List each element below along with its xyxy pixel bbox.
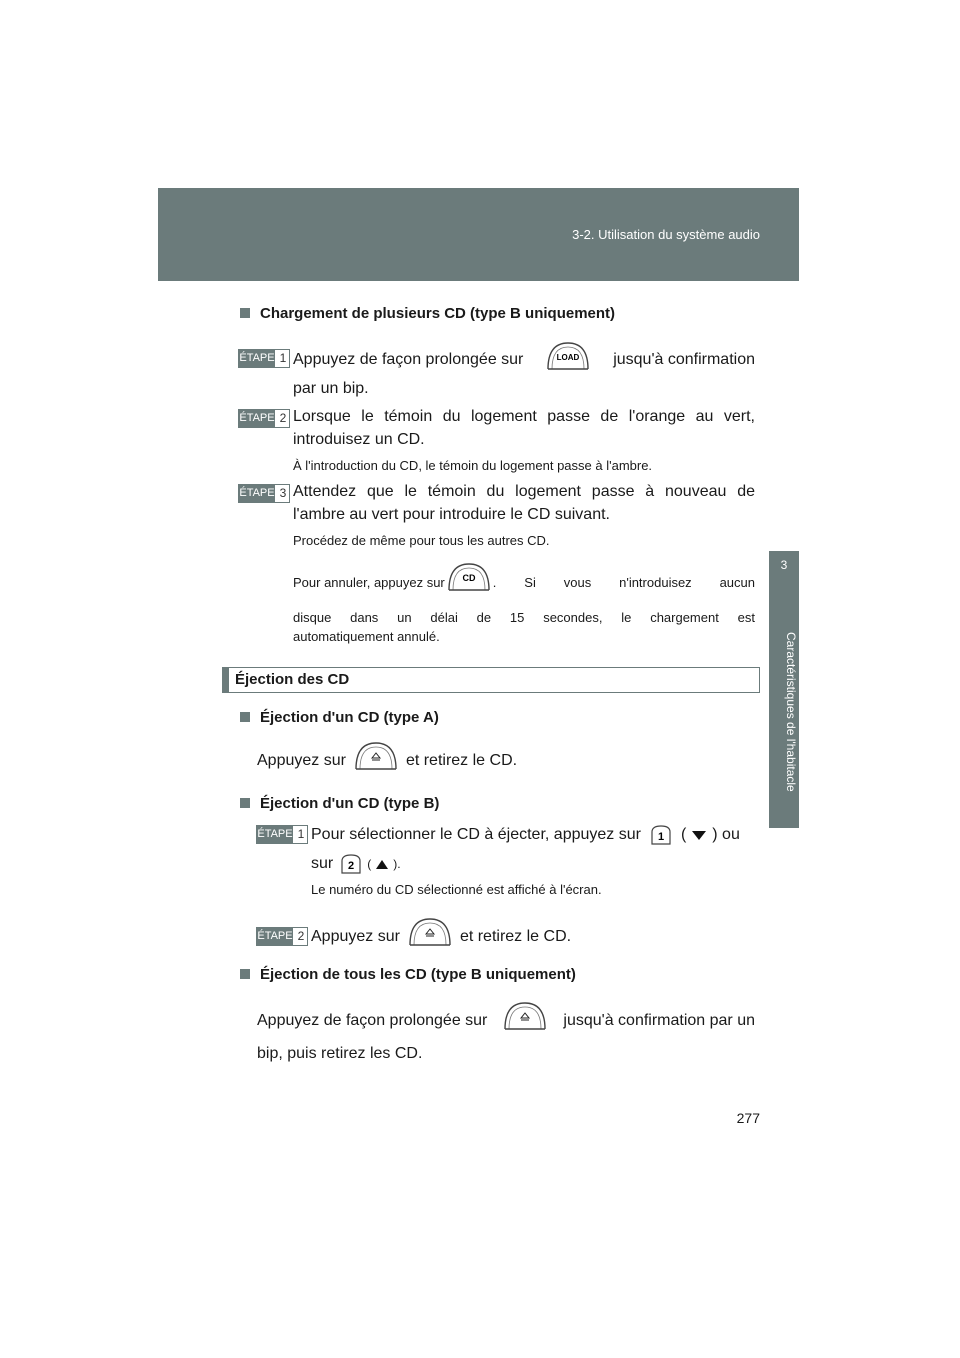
eject-b-step1-note: Le numéro du CD sélectionné est affiché à l'écran.	[311, 882, 602, 897]
step1-line2: par un bip.	[293, 380, 369, 397]
step3-line2: l'ambre au vert pour introduire le CD suivant.	[293, 506, 610, 523]
step3-note1: Procédez de même pour tous les autres CD.	[293, 533, 550, 548]
load-button-icon	[544, 339, 592, 373]
eject-all-text-a: Appuyez de façon prolongée sur	[257, 1012, 488, 1029]
eject-all-text-b: jusqu'à confirmation par un	[563, 1012, 755, 1029]
page-number: 277	[736, 1110, 760, 1126]
eject-button-icon	[501, 999, 549, 1033]
side-tab-label: Caractéristiques de l'habitacle	[784, 632, 798, 792]
step2-line1: Lorsque le témoin du logement passe de l'orange au vert,	[293, 408, 755, 425]
step-badge-1	[238, 349, 290, 373]
paren2-close: ).	[393, 857, 401, 871]
section-ejection-box	[222, 667, 760, 693]
square-bullet-icon	[240, 308, 250, 318]
heading-chargement	[240, 305, 615, 322]
preset-2-label: 2	[348, 860, 355, 872]
step3-line1: Attendez que le témoin du logement passe à nouveau de	[293, 483, 755, 500]
eject-all-line1	[257, 1009, 755, 1033]
cd-button-icon	[445, 560, 493, 594]
step2-line2: introduisez un CD.	[293, 431, 425, 448]
load-button-label: LOAD	[556, 353, 580, 362]
step-number: 1	[279, 351, 287, 365]
eject-all-line2: bip, puis retirez les CD.	[257, 1045, 423, 1062]
section-ejection-label: Éjection des CD	[235, 671, 350, 688]
eject-button-icon	[406, 915, 454, 949]
square-bullet-icon	[240, 798, 250, 808]
step-number: 2	[297, 929, 305, 943]
paren-open: (	[680, 826, 687, 843]
note2-text-b: . Si vous n'introduisez aucun	[492, 575, 755, 590]
header-title: 3-2. Utilisation du système audio	[572, 227, 760, 242]
square-bullet-icon	[240, 969, 250, 979]
heading-text: Éjection d'un CD (type A)	[260, 709, 439, 726]
preset-1-label: 1	[657, 831, 665, 843]
step1-line1	[293, 347, 755, 373]
heading-eject-a	[240, 709, 439, 726]
step-label: ÉTAPE	[239, 350, 275, 367]
step-label: ÉTAPE	[239, 410, 275, 427]
square-bullet-icon	[240, 712, 250, 722]
step2-note: À l'introduction du CD, le témoin du logement passe à l'ambre.	[293, 458, 653, 473]
step-label: ÉTAPE	[239, 485, 275, 502]
step-badge-2	[238, 409, 290, 433]
paren2-open: (	[367, 857, 372, 871]
up-triangle-icon	[374, 857, 390, 871]
step-badge-b1	[256, 825, 308, 849]
section-bar	[223, 668, 229, 692]
preset-1-button-icon	[649, 823, 673, 847]
step1-text-a: Appuyez de façon prolongée sur	[293, 351, 524, 368]
step3-note4: automatiquement annulé.	[293, 629, 440, 644]
step-label: ÉTAPE	[257, 928, 293, 945]
eject-b-step2-text-a: Appuyez sur	[311, 928, 400, 945]
down-triangle-icon	[690, 828, 708, 842]
step-label: ÉTAPE	[257, 826, 293, 843]
heading-text: Éjection d'un CD (type B)	[260, 795, 440, 812]
eject-b-step1-text-a: Pour sélectionner le CD à éjecter, appuyez sur	[311, 826, 641, 843]
note2-text-a: Pour annuler, appuyez sur	[293, 575, 445, 590]
heading-eject-b	[240, 795, 439, 812]
eject-b-step1-line1	[311, 823, 740, 847]
eject-a-text-a: Appuyez sur	[257, 752, 346, 769]
heading-eject-all	[240, 966, 576, 983]
step-number: 3	[279, 486, 287, 500]
step3-note2	[293, 572, 755, 594]
heading-text: Éjection de tous les CD (type B uniquement)	[260, 966, 576, 983]
cd-button-label: CD	[462, 573, 476, 583]
preset-2-button-icon	[339, 852, 363, 876]
eject-a-line	[257, 749, 517, 773]
eject-button-icon	[352, 739, 400, 773]
step-badge-3	[238, 484, 290, 508]
step-badge-b2	[256, 927, 308, 951]
side-tab-number: 3	[780, 558, 788, 572]
eject-b-step2-text-b: et retirez le CD.	[459, 928, 572, 945]
eject-b-step2-line	[311, 925, 571, 949]
eject-b-step1-line2	[311, 852, 401, 876]
sur-text: sur	[311, 855, 334, 872]
eject-a-text-b: et retirez le CD.	[405, 752, 518, 769]
step1-text-b: jusqu'à confirmation	[613, 351, 755, 368]
paren-close: ) ou	[712, 826, 740, 843]
step3-note3: disque dans un délai de 15 secondes, le chargement est	[293, 610, 755, 625]
step-number: 1	[297, 827, 305, 841]
step-number: 2	[279, 411, 287, 425]
heading-text: Chargement de plusieurs CD (type B uniquement)	[260, 305, 616, 322]
